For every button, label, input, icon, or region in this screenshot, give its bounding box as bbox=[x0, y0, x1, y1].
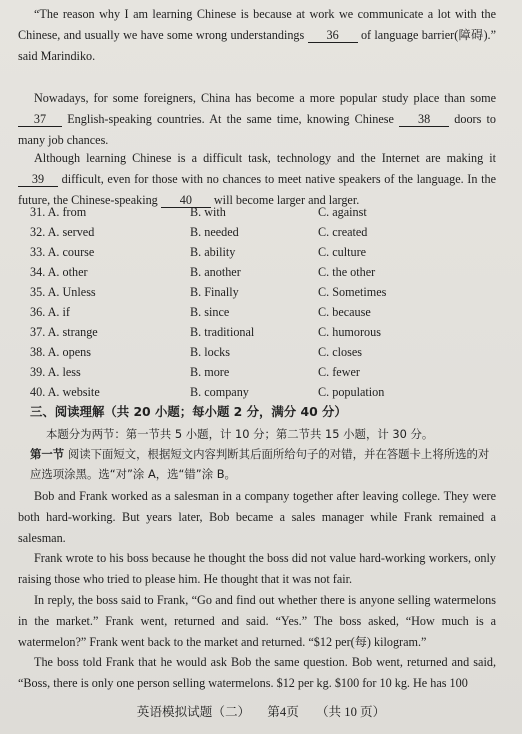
story-paragraph-3: In reply, the boss said to Frank, “Go and find out whether there is anyone selling watermelons in the market.” Frank went, returned and said. “Yes.” The boss asked, “How much is a watermelon?” Frank went back to the market and returned. “$12 per(每) kilogram.” bbox=[18, 593, 496, 649]
option-b: B. locks bbox=[190, 345, 230, 359]
story-paragraph-4: The boss told Frank that he would ask Bob the same question. Bob went, returned and said, “Boss, there is only one person selling watermelons. $12 per kg. $100 for 10 kg. He has 100 bbox=[18, 655, 496, 690]
answer-blank-36: 36 bbox=[308, 28, 358, 43]
option-b: B. needed bbox=[190, 225, 239, 239]
option-a: 39. A. less bbox=[30, 365, 81, 379]
option-c: C. fewer bbox=[318, 365, 360, 379]
part1-instructions bbox=[30, 444, 500, 484]
answer-blank-39: 39 bbox=[18, 172, 58, 187]
option-b: B. company bbox=[190, 385, 249, 399]
option-row-31 bbox=[30, 203, 500, 221]
option-c: C. created bbox=[318, 225, 368, 239]
option-c: C. humorous bbox=[318, 325, 381, 339]
option-a: 37. A. strange bbox=[30, 325, 98, 339]
section-title: 三、阅读理解（共 20 小题；每小题 2 分，满分 40 分） bbox=[30, 404, 347, 419]
option-b: B. since bbox=[190, 305, 230, 319]
option-row-38 bbox=[30, 343, 500, 361]
section-note: 本题分为两节：第一节共 5 小题，计 10 分；第二节共 15 小题，计 30 分。 bbox=[46, 427, 434, 441]
option-c: C. closes bbox=[318, 345, 363, 359]
option-c: C. because bbox=[318, 305, 371, 319]
passage-text: English-speaking countries. At the same time, knowing Chinese bbox=[67, 112, 394, 126]
part1-label: 第一节 bbox=[30, 447, 65, 461]
passage-text: Although learning Chinese is a difficult task, technology and the Internet are making it bbox=[34, 151, 496, 165]
passage-text: difficult, even for those with no chances to meet native speakers of the language. In the future, the Chinese-speaking bbox=[18, 172, 497, 207]
passage-text: doors to many job chances. bbox=[18, 112, 497, 147]
option-row-35 bbox=[30, 283, 500, 301]
passage-text: “The reason why I am learning Chinese is because at work we communicate a lot with the Chinese, and usually we have some wrong understandings bbox=[18, 7, 496, 42]
option-c: C. against bbox=[318, 205, 367, 219]
answer-blank-40: 40 bbox=[161, 193, 211, 208]
option-b: B. more bbox=[190, 365, 230, 379]
answer-blank-37: 37 bbox=[18, 112, 62, 127]
option-row-36 bbox=[30, 303, 500, 321]
answer-blank-38: 38 bbox=[399, 112, 449, 127]
option-a: 35. A. Unless bbox=[30, 285, 96, 299]
part1-text: 阅读下面短文，根据短文内容判断其后面所给句子的对错，并在答题卡上将所选的对应选项涂黑。选“对”涂 A，选“错”涂 B。 bbox=[30, 447, 490, 481]
option-row-33 bbox=[30, 243, 500, 261]
page-number: 第4页 bbox=[267, 705, 299, 719]
option-b: B. with bbox=[190, 205, 226, 219]
passage-paragraph-2 bbox=[18, 88, 496, 151]
option-row-39 bbox=[30, 363, 500, 381]
option-c: C. population bbox=[318, 385, 385, 399]
option-row-34 bbox=[30, 263, 500, 281]
option-a: 34. A. other bbox=[30, 265, 88, 279]
passage-paragraph-1 bbox=[18, 4, 496, 67]
option-a: 32. A. served bbox=[30, 225, 95, 239]
option-a: 31. A. from bbox=[30, 205, 87, 219]
passage-text: Nowadays, for some foreigners, China has become a more popular study place than some bbox=[34, 91, 496, 105]
option-b: B. Finally bbox=[190, 285, 239, 299]
page-total: （共 10 页） bbox=[315, 705, 386, 719]
option-c: C. Sometimes bbox=[318, 285, 387, 299]
option-a: 40. A. website bbox=[30, 385, 100, 399]
story-paragraph-1: Bob and Frank worked as a salesman in a company together after leaving college. They were both hard-working. But years later, Bob became a sales manager while Frank remained a salesman. bbox=[18, 489, 496, 545]
option-a: 38. A. opens bbox=[30, 345, 91, 359]
exam-title: 英语模拟试题（二） bbox=[136, 705, 251, 719]
story-paragraph-2: Frank wrote to his boss because he thought the boss did not value hard-working workers, only raising those who tried to please him. He thought that it was not fair. bbox=[18, 551, 496, 586]
option-b: B. traditional bbox=[190, 325, 255, 339]
option-row-32 bbox=[30, 223, 500, 241]
option-a: 36. A. if bbox=[30, 305, 70, 319]
option-a: 33. A. course bbox=[30, 245, 95, 259]
page-footer bbox=[0, 703, 522, 721]
option-b: B. ability bbox=[190, 245, 236, 259]
option-row-37 bbox=[30, 323, 500, 341]
passage-paragraph-3 bbox=[18, 148, 496, 211]
passage-text: will become larger and larger. bbox=[213, 193, 360, 207]
passage-text: of language barrier(障碍).” said Marindiko. bbox=[18, 28, 496, 63]
option-row-40 bbox=[30, 383, 500, 401]
option-c: C. the other bbox=[318, 265, 376, 279]
option-c: C. culture bbox=[318, 245, 367, 259]
option-b: B. another bbox=[190, 265, 241, 279]
